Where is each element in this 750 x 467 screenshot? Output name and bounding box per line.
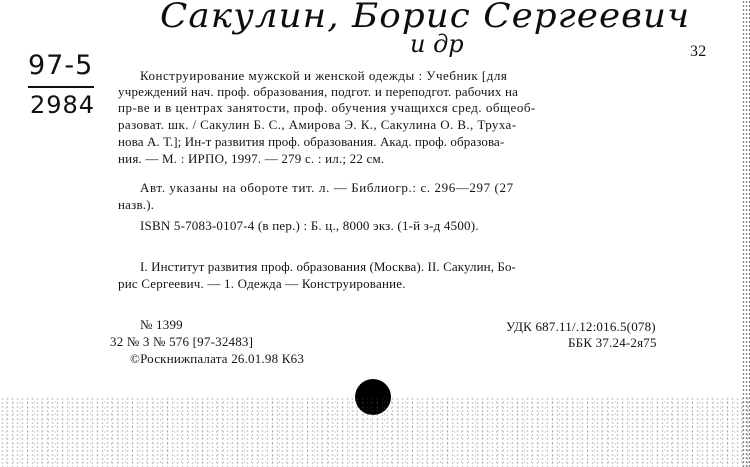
- tracing-line-2: рис Сергеевич. — 1. Одежда — Конструирование.: [118, 276, 406, 291]
- card-number: 32: [690, 43, 707, 60]
- call-number-top: 97-5: [28, 50, 94, 81]
- entry-line-5: нова А. Т.]; Ин-т развития проф. образования. Акад. проф. образова-: [118, 134, 505, 149]
- udc-code: УДК 687.11/.12:016.5(078): [506, 319, 656, 334]
- entry-line-8: назв.).: [118, 197, 155, 212]
- scan-noise: [0, 397, 750, 467]
- book-chamber-number: 32 № 3 № 576 [97-32483]: [110, 334, 254, 349]
- copyright-line: ©Роскнижпалата 26.01.98 К63: [130, 351, 305, 366]
- bbk-code: ББК 37.24-2я75: [568, 335, 657, 350]
- entry-line-1: Конструирование мужской и женской одежды : Учебник [для: [140, 68, 508, 83]
- isbn-line: ISBN 5-7083-0107-4 (в пер.) : Б. ц., 8000 экз. (1-й з-д 4500).: [140, 218, 479, 233]
- entry-line-3: пр-ве и в центрах занятости, проф. обучения учащихся сред. общеоб-: [118, 100, 536, 115]
- call-number-bottom: 2984: [30, 91, 96, 119]
- entry-line-6: ния. — М. : ИРПО, 1997. — 279 с. : ил.; 22 см.: [118, 151, 385, 166]
- tracing-line-1: I. Институт развития проф. образования (Москва). II. Сакулин, Бо-: [140, 259, 516, 274]
- handwritten-author: Сакулин, Борис Сергеевич: [160, 0, 691, 36]
- entry-line-4: разоват. шк. / Сакулин Б. С., Амирова Э. К., Сакулина О. В., Труха-: [118, 117, 517, 132]
- scan-edge: [742, 0, 750, 467]
- record-number: № 1399: [140, 317, 183, 332]
- entry-line-7: Авт. указаны на обороте тит. л. — Библиогр.: с. 296—297 (27: [140, 180, 514, 195]
- handwritten-addition: и др: [410, 30, 464, 58]
- entry-line-2: учреждений нач. проф. образования, подгот. и переподгот. рабочих на: [118, 84, 519, 99]
- call-number-divider: [28, 86, 94, 88]
